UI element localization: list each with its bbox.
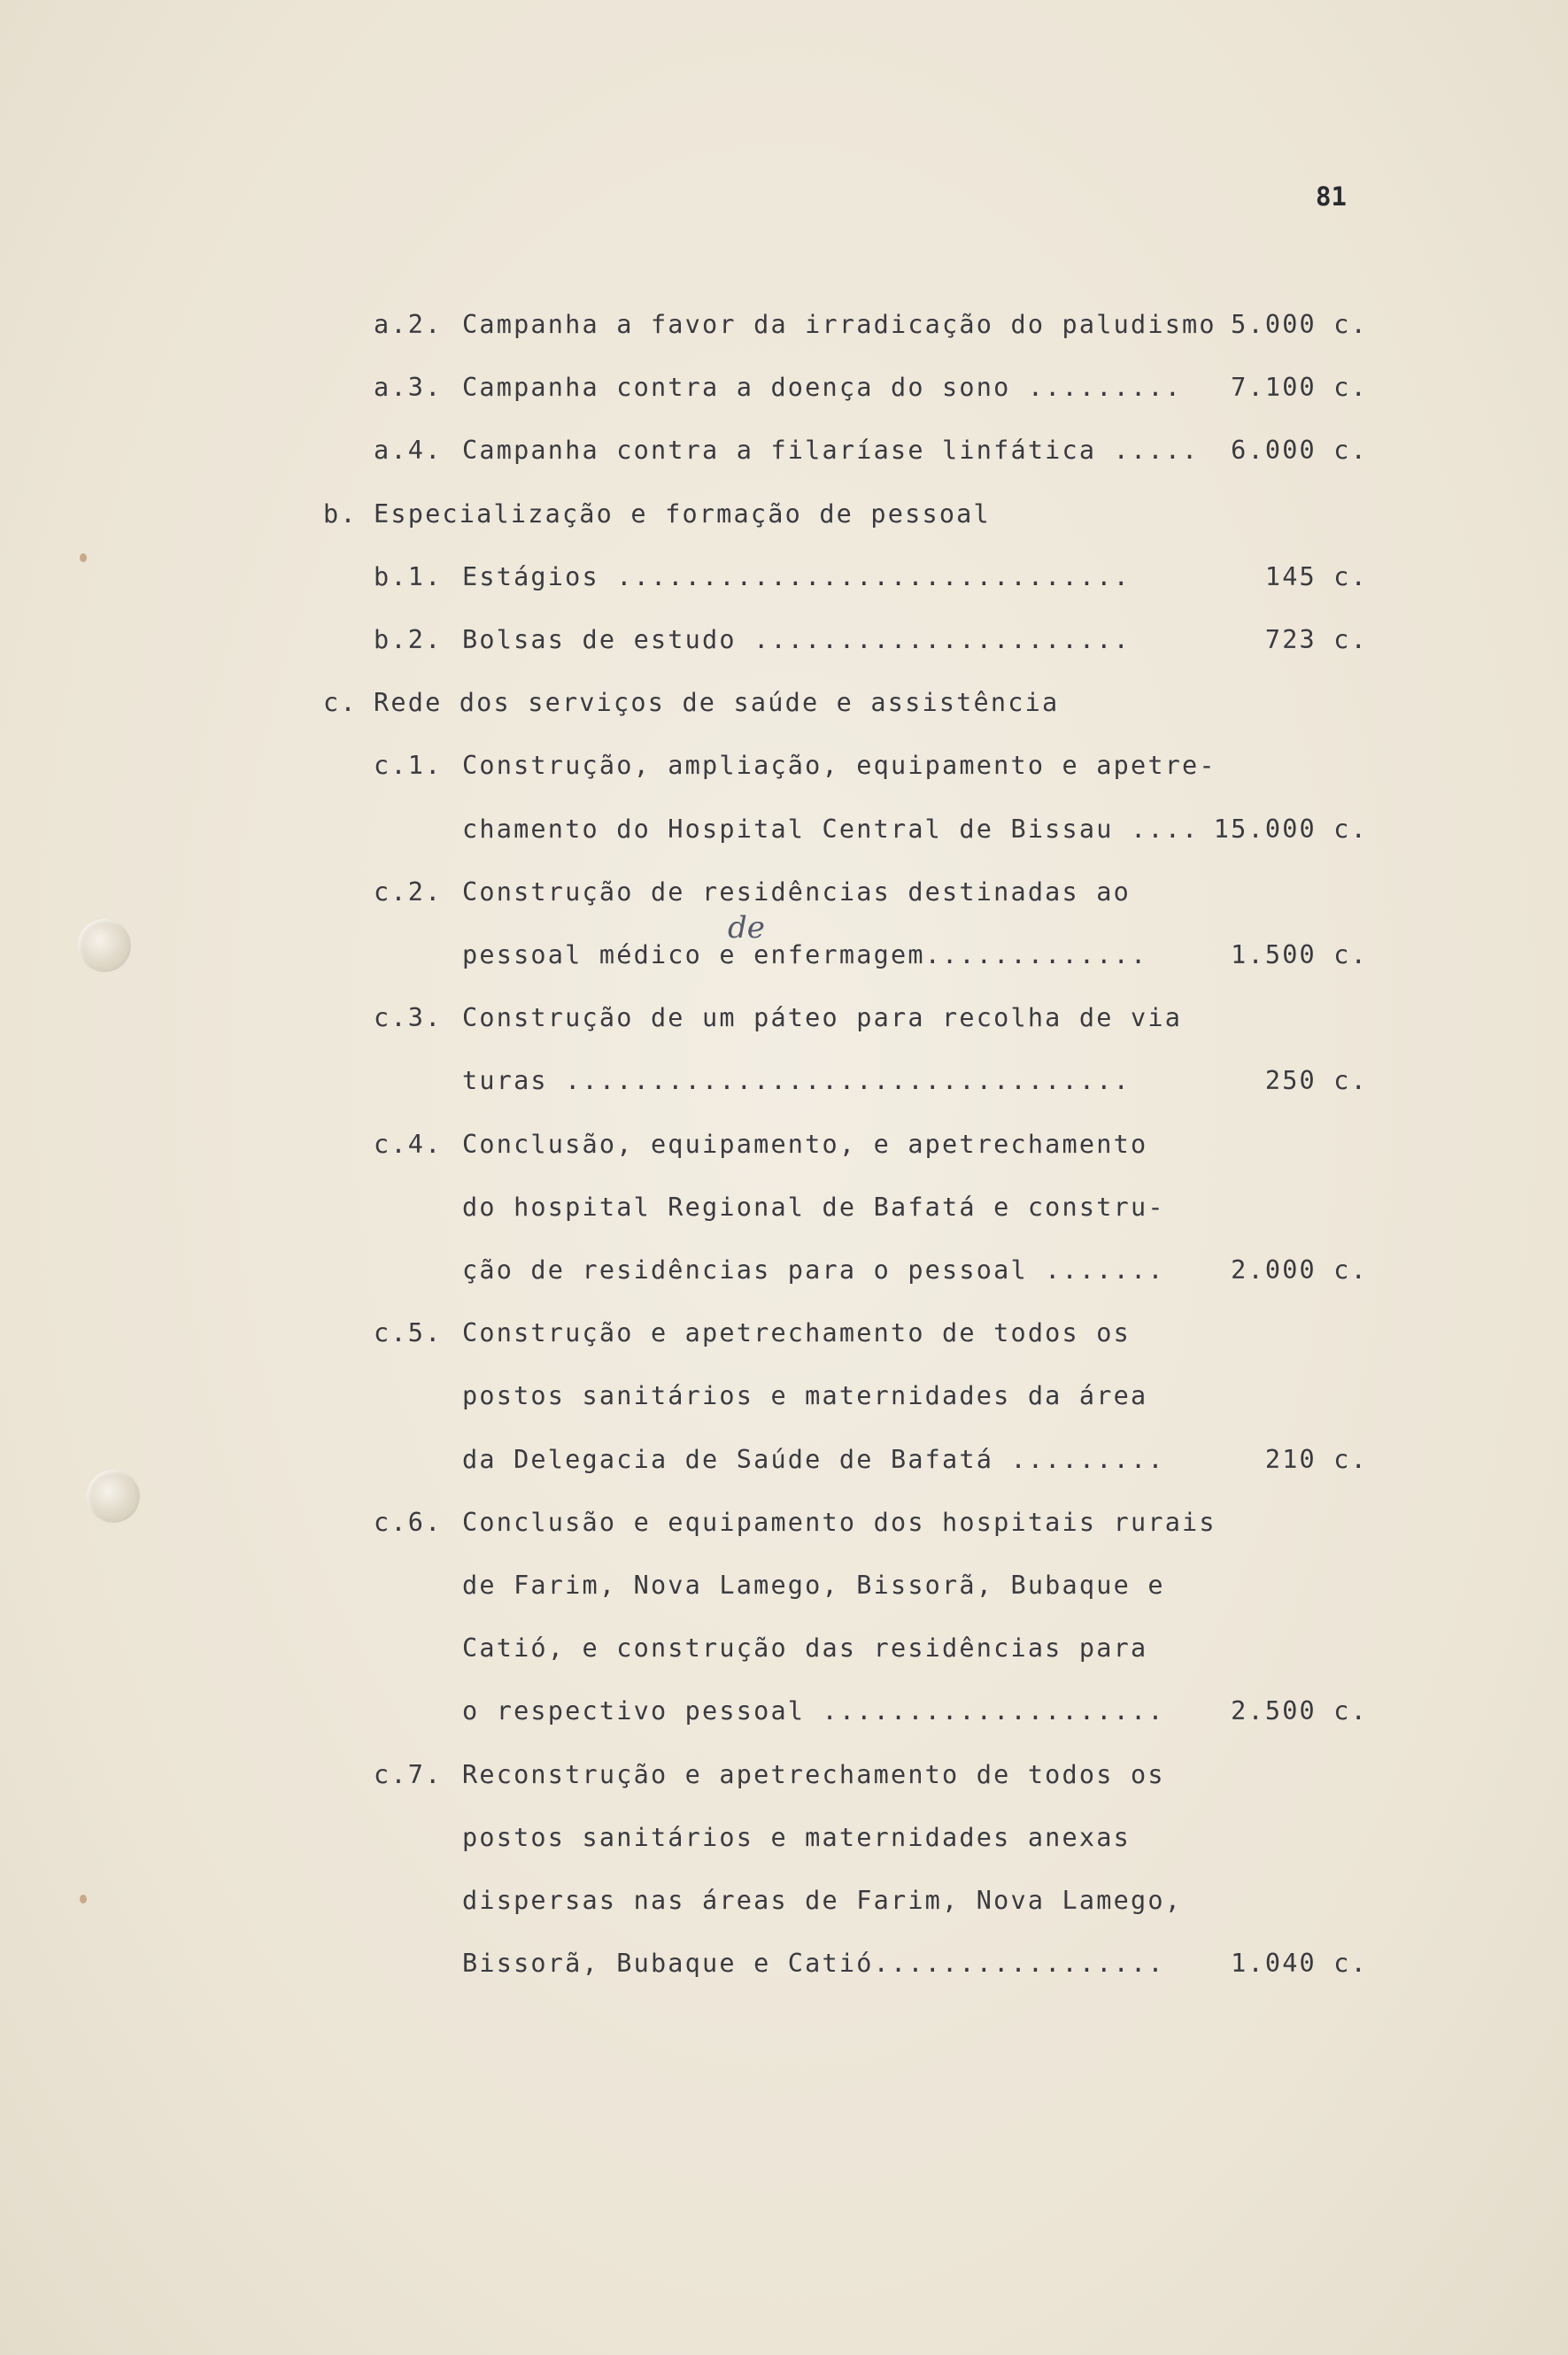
item-text: Campanha contra a doença do sono ......... [462, 373, 1183, 403]
embossed-seal [78, 919, 131, 972]
item-text: Campanha contra a filaríase linfática ..... [462, 436, 1200, 466]
item-label: c.6. [374, 1507, 443, 1537]
item-amount: 2.500 c. [1231, 1696, 1368, 1726]
item-text: Catió, e construção das residências para [462, 1633, 1148, 1664]
item-label: b.1. [374, 561, 443, 591]
item-label: c.1. [374, 751, 443, 781]
punch-mark [80, 1895, 87, 1903]
item-label: c.2. [374, 876, 443, 907]
item-amount: 723 c. [1264, 625, 1368, 654]
item-label: c.5. [374, 1318, 443, 1348]
item-label: a.4. [374, 436, 443, 466]
item-text: Bissorã, Bubaque e Catió................. [462, 1949, 1165, 1979]
item-amount: 5.000 c. [1231, 310, 1368, 339]
item-text: postos sanitários e maternidades anexas [462, 1822, 1131, 1852]
item-label: b. [323, 498, 358, 529]
item-text: da Delegacia de Saúde de Bafatá ......... [462, 1444, 1165, 1474]
item-text: pessoal médico e enfermagem............. [462, 940, 1148, 969]
item-label: c.7. [374, 1759, 443, 1789]
item-label: c.4. [374, 1129, 443, 1159]
embossed-seal [87, 1470, 140, 1523]
page-number: 81 [1316, 181, 1347, 212]
item-text: Construção de um páteo para recolha de via [462, 1003, 1183, 1033]
item-amount: 1.040 c. [1231, 1949, 1368, 1979]
item-text: Estágios .............................. [462, 561, 1131, 591]
item-amount: 2.000 c. [1231, 1255, 1368, 1285]
item-text: turas ................................. [462, 1066, 1131, 1096]
item-label: c. [323, 688, 358, 718]
item-text: Campanha a favor da irradicação do paludismo [462, 310, 1217, 339]
item-text: postos sanitários e maternidades da área [462, 1381, 1148, 1411]
item-text: Construção, ampliação, equipamento e apetre- [462, 751, 1217, 781]
item-text: ção de residências para o pessoal ....... [462, 1255, 1165, 1285]
item-text: Rede dos serviços de saúde e assistência [374, 688, 1060, 718]
item-amount: 1.500 c. [1231, 940, 1368, 969]
punch-mark [80, 553, 87, 562]
item-text: Reconstrução e apetrechamento de todos os [462, 1759, 1165, 1789]
item-text: do hospital Regional de Bafatá e constru- [462, 1192, 1165, 1222]
handwritten-insert: de [728, 910, 765, 946]
item-label: a.3. [374, 373, 443, 403]
item-amount: 145 c. [1264, 561, 1368, 591]
item-text: Bolsas de estudo ...................... [462, 625, 1131, 654]
item-text: o respectivo pessoal .................... [462, 1696, 1165, 1726]
item-text: chamento do Hospital Central de Bissau .... [462, 814, 1200, 844]
item-text: Conclusão, equipamento, e apetrechamento [462, 1129, 1148, 1159]
item-text: Construção e apetrechamento de todos os [462, 1318, 1131, 1348]
item-amount: 6.000 c. [1231, 436, 1368, 466]
item-text: Conclusão e equipamento dos hospitais rurais [462, 1507, 1217, 1537]
item-text: Especialização e formação de pessoal [374, 498, 991, 529]
item-label: c.3. [374, 1003, 443, 1033]
item-amount: 210 c. [1264, 1444, 1368, 1474]
item-amount: 15.000 c. [1213, 814, 1368, 844]
item-amount: 7.100 c. [1231, 373, 1368, 403]
item-amount: 250 c. [1264, 1066, 1368, 1096]
item-label: b.2. [374, 625, 443, 654]
item-text: Construção de residências destinadas ao [462, 876, 1131, 907]
item-text: dispersas nas áreas de Farim, Nova Lamego, [462, 1886, 1183, 1915]
item-text: de Farim, Nova Lamego, Bissorã, Bubaque e [462, 1571, 1165, 1600]
item-label: a.2. [374, 310, 443, 339]
